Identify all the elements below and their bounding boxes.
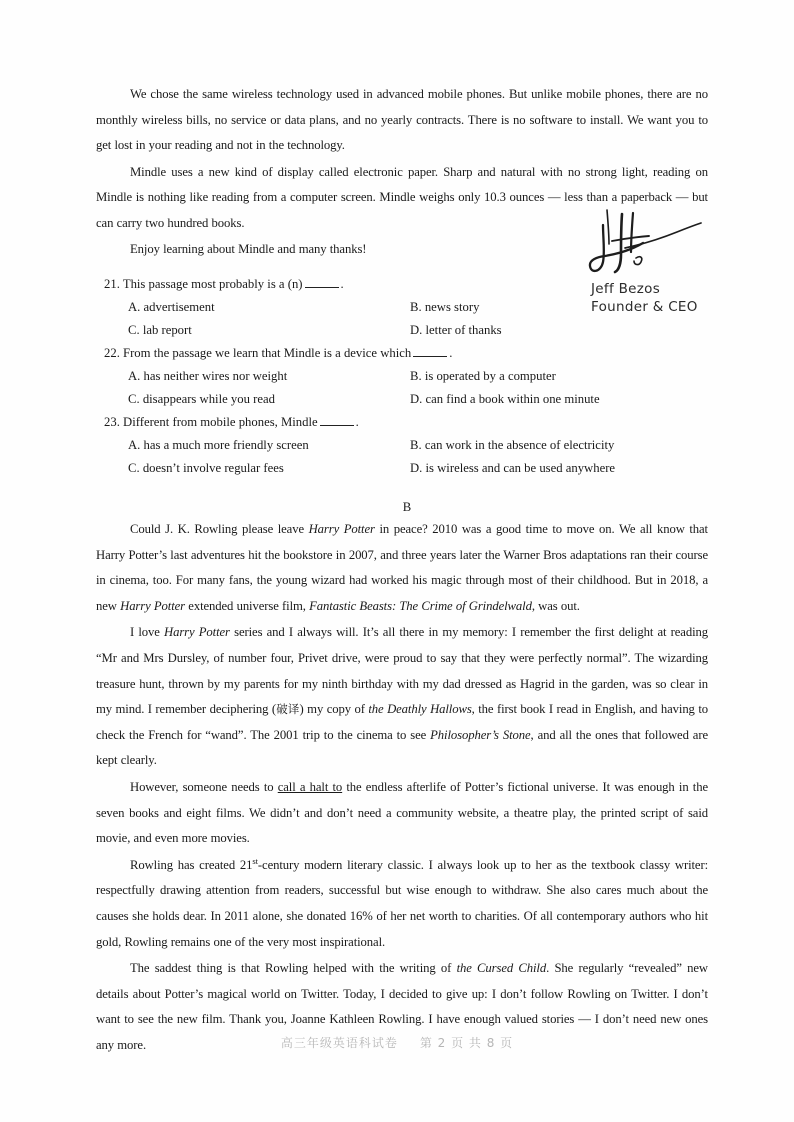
text-segment: I love [130, 625, 165, 640]
question-22-stem [96, 342, 708, 365]
option-text: can work in the absence of electricity [424, 438, 615, 452]
question-21-number: 21. [104, 277, 120, 291]
question-23 [96, 411, 708, 480]
option-key: B. [410, 369, 422, 383]
text-segment: ) my copy of [299, 702, 369, 717]
option-23-a[interactable] [128, 434, 410, 457]
option-text: has neither wires nor weight [143, 369, 288, 383]
text-segment: Could J. K. Rowling please leave [130, 522, 309, 536]
question-21-stem [96, 273, 708, 296]
option-22-b[interactable] [410, 365, 708, 388]
option-text: has a much more friendly screen [143, 438, 309, 452]
text-segment: Rowling has created 21 [130, 857, 253, 872]
option-22-a[interactable] [128, 365, 410, 388]
book-title-italic: Harry Potter [120, 598, 186, 613]
underlined-phrase: call a halt to [277, 779, 343, 794]
option-key: A. [128, 369, 141, 383]
text-segment: , and all the ones that followed are kept clearly. [96, 727, 708, 768]
option-key: D. [410, 323, 423, 337]
option-text: advertisement [143, 300, 215, 314]
question-22-options-row-1 [96, 365, 708, 388]
book-title-italic: the Deathly Hallows [368, 702, 472, 717]
handwritten-signature-icon [581, 208, 709, 280]
book-title-italic: Harry Potter [164, 625, 230, 640]
answer-blank [305, 277, 339, 288]
text-segment: . She regularly “revealed” new details about Potter’s magical world on Twitter. Today, I decided to give up: I don’t follow Rowling on Twitter. I don’t want to see the new film. Thank you, Joanne Kathleen Rowling. I have enough valued stories — I don’t need new ones any more. [96, 961, 708, 1052]
answer-blank [320, 415, 354, 426]
question-21-options-row-2 [96, 319, 708, 342]
passage-a-paragraph-2: Mindle uses a new kind of display called electronic paper. Sharp and natural with no strong light, reading on Mindle is nothing like reading from a computer screen. Mindle weighs only 10.3 ounces — less than a paperback — but can carry two hundred books. [96, 164, 708, 230]
passage-b-paragraph-2 [96, 620, 708, 774]
option-21-d[interactable] [410, 319, 708, 342]
option-23-c[interactable] [128, 457, 410, 480]
section-label-b: B [402, 500, 412, 514]
book-title-italic: Harry Potter [308, 522, 375, 536]
option-21-b[interactable] [410, 296, 708, 319]
option-22-d[interactable] [410, 388, 708, 411]
passage-b-paragraph-3 [96, 775, 708, 852]
footer-paper-title: 高三年级英语科试卷 [280, 1036, 398, 1050]
option-key: D. [410, 392, 423, 406]
option-key: B. [410, 300, 422, 314]
question-21-stem-text: This passage most probably is a (n) [122, 277, 303, 291]
option-key: D. [410, 461, 423, 475]
option-text: is operated by a computer [424, 369, 556, 383]
option-key: C. [128, 392, 140, 406]
question-21 [96, 273, 708, 342]
signature-name: Jeff Bezos [591, 281, 661, 297]
page-footer [0, 1034, 794, 1051]
option-21-c[interactable] [128, 319, 410, 342]
question-23-options-row-1 [96, 434, 708, 457]
passage-b-paragraph-1 [96, 517, 708, 619]
text-segment: However, someone needs to [130, 779, 278, 794]
option-21-a[interactable] [128, 296, 410, 319]
question-22 [96, 342, 708, 411]
text-segment: , was out. [531, 598, 580, 613]
option-23-b[interactable] [410, 434, 708, 457]
text-segment: , the first book I read in English, and having to check the French for “wand”. The 2001 trip to the cinema to see [96, 702, 708, 742]
question-22-stem-text: From the passage we learn that Mindle is a device which [123, 346, 412, 360]
ordinal-superscript: st [252, 855, 258, 866]
question-23-options-row-2 [96, 457, 708, 480]
option-text: disappears while you read [142, 392, 275, 406]
text-segment: extended universe film, [185, 598, 310, 613]
option-key: C. [128, 461, 140, 475]
passage-b-paragraph-4 [96, 853, 708, 955]
option-text: can find a book within one minute [425, 392, 600, 406]
question-22-stem-tail: . [449, 346, 453, 360]
question-21-stem-tail: . [340, 277, 344, 291]
text-segment: The saddest thing is that Rowling helped with the writing of [130, 961, 457, 976]
text-segment: in peace? 2010 was a good time to move on. We all know that Harry Potter’s last adventures hit the bookstore in 2007, and three years later the Warner Bros adaptations ran their course in cinema, too. For many fans, the young wizard had worked his magic through most of their childhood. But in 2018, a new [96, 522, 708, 613]
text-segment: series and I always will. It’s all there in my memory: I remember the first delight at reading “Mr and Mrs Dursley, of number four, Privet drive, were proud to say that they were perfectly normal”. The wizarding treasure hunt, thrown by my parents for my ninth birthday with my dad dressed as Hagrid in the garden, was so clear in my mind. I remember deciphering ( [96, 625, 708, 717]
option-key: C. [128, 323, 140, 337]
book-title-italic: the Cursed Child [456, 961, 547, 976]
book-title-italic: Philosopher’s Stone [430, 727, 531, 742]
film-title-italic: Fantastic Beasts: The Crime of Grindelwald [309, 598, 532, 613]
question-22-options-row-2 [96, 388, 708, 411]
text-segment: the endless afterlife of Potter’s fictional universe. It was enough in the seven books and eight films. We didn’t and don’t need a community website, a theatre play, the printed script of said movie, and even more movies. [96, 779, 708, 846]
question-21-options-row-1 [96, 296, 708, 319]
passage-b-body [96, 497, 708, 1059]
answer-blank [413, 346, 447, 357]
question-22-number: 22. [104, 346, 120, 360]
option-text: letter of thanks [425, 323, 502, 337]
option-text: doesn’t involve regular fees [142, 461, 284, 475]
option-key: A. [128, 438, 141, 452]
option-22-c[interactable] [128, 388, 410, 411]
option-23-d[interactable] [410, 457, 708, 480]
question-23-stem-tail: . [355, 415, 359, 429]
passage-a-paragraph-3: Enjoy learning about Mindle and many thanks! [130, 242, 367, 256]
question-23-stem-text: Different from mobile phones, Mindle [123, 415, 318, 429]
passage-a-paragraph-1: We chose the same wireless technology used in advanced mobile phones. But unlike mobile phones, there are no monthly wireless bills, no service or data plans, and no yearly contracts. There is no software to install. We want you to get lost in your reading and not in the technology. [96, 87, 708, 152]
question-list [96, 273, 708, 480]
footer-page-info: 第 2 页 共 8 页 [419, 1036, 514, 1050]
option-key: A. [128, 300, 141, 314]
signature-role: Founder & CEO [591, 299, 698, 315]
option-key: B. [410, 438, 422, 452]
option-text: news story [424, 300, 480, 314]
text-segment: -century modern literary classic. I always look up to her as the textbook classy writer: respectfully drawing attention from readers, successful but wise enough to withdraw. She also cares much about the causes she holds dear. In 2011 alone, she donated 16% of her net worth to charities. Of all contemporary authors who hit gold, Rowling remains one of the very most inspirational. [96, 857, 708, 949]
chinese-gloss: 破译 [276, 702, 300, 717]
option-text: lab report [142, 323, 192, 337]
question-23-stem [96, 411, 708, 434]
option-text: is wireless and can be used anywhere [425, 461, 616, 475]
question-23-number: 23. [104, 415, 120, 429]
